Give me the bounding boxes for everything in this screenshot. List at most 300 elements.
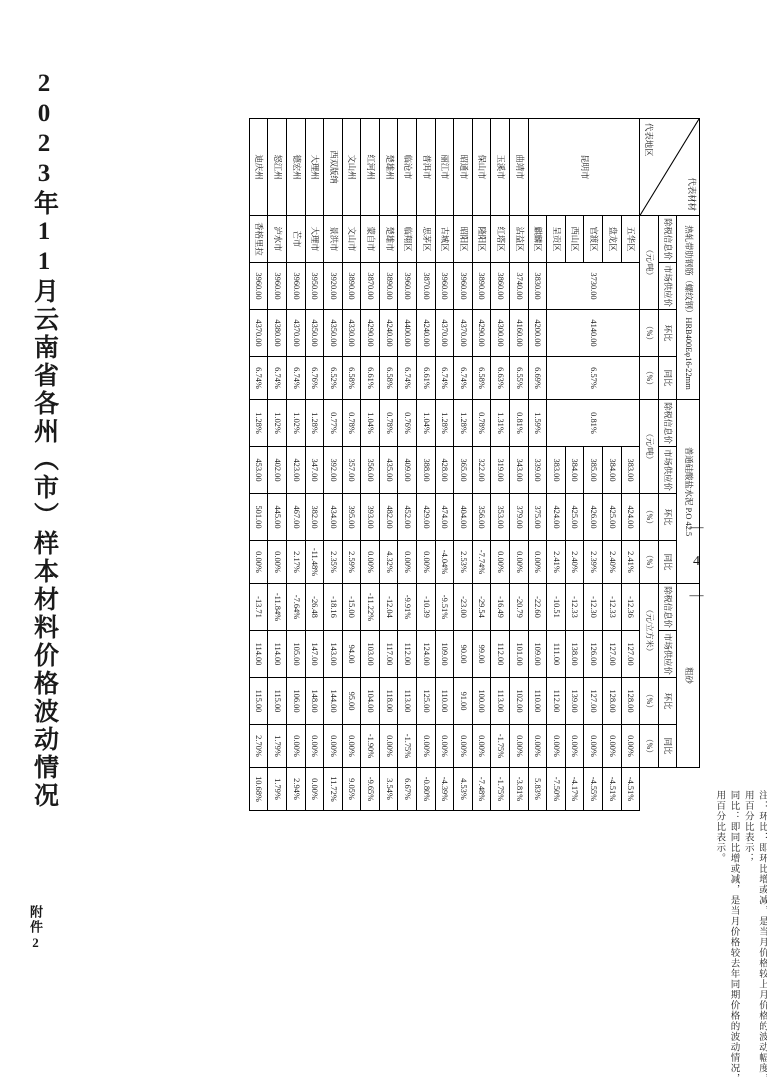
cell-steel-market: 4350.00 [305,310,324,357]
cell-steel-yoy: 0.81% [547,400,640,447]
cell-city: 盘龙区 [603,216,622,263]
cell-steel-market: 4290.00 [361,310,380,357]
cell-steel-market: 4370.00 [286,310,305,357]
table-row [584,119,603,811]
cell-steel-excl-tax: 3830.00 [528,263,547,310]
cell-sand-mom: 0.00% [565,725,584,768]
cell-sand-excl-tax: 90.00 [454,631,473,678]
cell-cement-market: 404.00 [454,494,473,541]
cell-cement-excl-tax: 435.00 [379,447,398,494]
col-steel-yoy: 同比 [658,357,677,400]
cell-sand-yoy: -4.55% [584,768,603,811]
cell-cement-mom: 0.00% [528,541,547,584]
unit-cement: （元/吨） [640,400,659,494]
cell-cement-mom: 2.17% [286,541,305,584]
cell-cement-excl-tax: 356.00 [361,447,380,494]
cell-sand-excl-tax: 124.00 [417,631,436,678]
cell-city: 昭阳区 [454,216,473,263]
cell-steel-market: 4350.00 [324,310,343,357]
cell-sand-market: 139.00 [565,678,584,725]
cell-cement-yoy: -9.51% [435,584,454,631]
cell-city: 红塔区 [491,216,510,263]
cell-sand-mom: 0.00% [603,725,622,768]
cell-cement-yoy: -26.48 [305,584,324,631]
cell-cement-yoy: -20.79 [510,584,529,631]
cell-cement-market: 426.00 [584,494,603,541]
cell-city: 呈贡区 [547,216,566,263]
cell-steel-market: 4380.00 [268,310,287,357]
cell-steel-yoy: 1.04% [417,400,436,447]
cell-cement-excl-tax: 319.00 [491,447,510,494]
cell-steel-mom: 6.58% [379,357,398,400]
cell-cement-excl-tax: 384.00 [565,447,584,494]
unit-steel: （元/吨） [640,216,659,310]
cell-region: 怒江州 [268,119,287,216]
table-corner-header [640,119,700,216]
cell-sand-mom: -1.75% [491,725,510,768]
cell-steel-yoy: 1.28% [249,400,268,447]
cell-city: 文山市 [342,216,361,263]
cell-region: 大理州 [305,119,324,216]
cell-region: 西双版纳 [324,119,343,216]
cell-steel-market: 4400.00 [398,310,417,357]
cell-cement-mom: -11.48% [305,541,324,584]
col-steel-mom: 环比 [658,310,677,357]
cell-sand-excl-tax: 127.00 [621,631,640,678]
cell-sand-excl-tax: 112.00 [491,631,510,678]
unit-sand-mom-pct: （%） [640,678,659,725]
cell-steel-yoy: 0.78% [379,400,398,447]
cell-cement-mom: 4.32% [379,541,398,584]
cell-cement-yoy: -12.36 [621,584,640,631]
cell-steel-mom: 6.61% [361,357,380,400]
cell-steel-yoy: 1.04% [361,400,380,447]
cell-cement-mom: 0.00% [417,541,436,584]
cell-sand-market: 148.00 [305,678,324,725]
cell-cement-mom: 2.39% [584,541,603,584]
table-head-row-units [640,119,659,811]
unit-cement-mom-pct: （%） [640,494,659,541]
cell-sand-yoy: 9.05% [342,768,361,811]
cell-cement-excl-tax: 339.00 [528,447,547,494]
cell-cement-excl-tax: 347.00 [305,447,324,494]
group-header-cement: 普通硅酸盐水泥 P.O 42.5 [677,400,700,584]
corner-region-label: 代表地区 [643,123,653,157]
cell-city: 泸水市 [268,216,287,263]
cell-sand-market: 115.00 [249,678,268,725]
cell-sand-yoy: -1.75% [491,768,510,811]
cell-city: 古城区 [435,216,454,263]
table-row [472,119,491,811]
cell-sand-excl-tax: 111.00 [547,631,566,678]
cell-cement-market: 379.00 [510,494,529,541]
cell-region: 玉溪市 [491,119,510,216]
cell-city: 香格里拉 [249,216,268,263]
cell-sand-excl-tax: 112.00 [398,631,417,678]
cell-steel-excl-tax: 3890.00 [379,263,398,310]
cell-cement-yoy: -15.00 [342,584,361,631]
cell-sand-excl-tax: 138.00 [565,631,584,678]
cell-cement-excl-tax: 343.00 [510,447,529,494]
col-sand-excl-tax: 除税信息价 [658,584,677,631]
group-header-sand: 粗砂 [677,584,700,768]
cell-cement-market: 424.00 [547,494,566,541]
col-steel-excl-tax: 除税信息价 [658,216,677,263]
cell-steel-mom: 6.74% [268,357,287,400]
cell-sand-market: 91.00 [454,678,473,725]
cell-sand-excl-tax: 109.00 [528,631,547,678]
cell-cement-yoy: -12.33 [565,584,584,631]
cell-city: 蒙自市 [361,216,380,263]
cell-sand-mom: 0.00% [528,725,547,768]
cell-cement-market: 467.00 [286,494,305,541]
cell-city: 楚雄市 [379,216,398,263]
col-cement-mom: 环比 [658,494,677,541]
cell-steel-yoy: 1.28% [435,400,454,447]
cell-steel-mom: 6.57% [547,357,640,400]
cell-cement-excl-tax: 423.00 [286,447,305,494]
cell-sand-market: 128.00 [603,678,622,725]
cell-region: 德宏州 [286,119,305,216]
cell-steel-excl-tax: 3960.00 [268,263,287,310]
col-cement-yoy: 同比 [658,541,677,584]
cell-sand-yoy: -4.39% [435,768,454,811]
cell-sand-market: 95.00 [342,678,361,725]
cell-cement-mom: 2.41% [621,541,640,584]
cell-steel-market: 4240.00 [417,310,436,357]
footnote-line-2: 同比：即同比增或减，是当月价格较去年同期价格的波动情况，用百分比表示。 [714,790,739,1084]
cell-cement-market: 429.00 [417,494,436,541]
cell-steel-market: 4330.00 [342,310,361,357]
cell-sand-excl-tax: 94.00 [342,631,361,678]
cell-cement-yoy: -16.49 [491,584,510,631]
cell-city: 官渡区 [584,216,603,263]
cell-sand-market: 118.00 [379,678,398,725]
cell-sand-yoy: -4.51% [621,768,640,811]
cell-cement-excl-tax: 385.00 [584,447,603,494]
cell-cement-excl-tax: 384.00 [603,447,622,494]
cell-steel-market: 4140.00 [547,310,640,357]
cell-cement-yoy: -23.00 [454,584,473,631]
cell-region: 红河州 [361,119,380,216]
cell-cement-yoy: -11.84% [268,584,287,631]
cell-steel-excl-tax: 3960.00 [454,263,473,310]
cell-sand-excl-tax: 117.00 [379,631,398,678]
table-row [268,119,287,811]
cell-sand-market: 110.00 [528,678,547,725]
cell-cement-market: 425.00 [565,494,584,541]
table-row [454,119,473,811]
cell-steel-mom: 6.58% [342,357,361,400]
cell-sand-mom: 0.00% [454,725,473,768]
cell-cement-excl-tax: 383.00 [621,447,640,494]
cell-cement-yoy: -13.71 [249,584,268,631]
cell-cement-mom: -7.74% [472,541,491,584]
cell-sand-market: 102.00 [510,678,529,725]
cell-sand-excl-tax: 105.00 [286,631,305,678]
cell-steel-yoy: 0.77% [324,400,343,447]
cell-cement-mom: 0.00% [249,541,268,584]
cell-region: 文山州 [342,119,361,216]
cell-cement-mom: 0.00% [361,541,380,584]
cell-sand-yoy: -0.80% [417,768,436,811]
cell-cement-yoy: -18.16 [324,584,343,631]
cell-cement-excl-tax: 402.00 [268,447,287,494]
table-row [547,119,566,811]
cell-sand-yoy: 5.83% [528,768,547,811]
cell-region: 迪庆州 [249,119,268,216]
cell-sand-mom: 0.00% [286,725,305,768]
cell-sand-yoy: -9.65% [361,768,380,811]
cell-steel-yoy: 0.78% [472,400,491,447]
cell-steel-excl-tax: 3860.00 [491,263,510,310]
cell-cement-excl-tax: 428.00 [435,447,454,494]
cell-steel-excl-tax: 3920.00 [324,263,343,310]
cell-steel-mom: 6.69% [528,357,547,400]
cell-sand-market: 113.00 [491,678,510,725]
table-row [417,119,436,811]
cell-cement-mom: 2.41% [547,541,566,584]
cell-sand-market: 110.00 [435,678,454,725]
cell-city: 五华区 [621,216,640,263]
table-row [565,119,584,811]
cell-region: 临沧市 [398,119,417,216]
cell-sand-market: 112.00 [547,678,566,725]
cell-sand-excl-tax: 114.00 [249,631,268,678]
cell-cement-market: 445.00 [268,494,287,541]
cell-sand-mom: 1.79% [268,725,287,768]
cell-cement-excl-tax: 392.00 [324,447,343,494]
cell-steel-yoy: 1.02% [268,400,287,447]
cell-cement-excl-tax: 365.00 [454,447,473,494]
corner-material-label: 代表材材 [687,177,696,211]
cell-steel-mom: 6.74% [286,357,305,400]
cell-cement-yoy: -10.51 [547,584,566,631]
cell-sand-excl-tax: 147.00 [305,631,324,678]
cell-region: 普洱市 [417,119,436,216]
price-table [249,118,700,811]
cell-cement-market: 482.00 [379,494,398,541]
cell-sand-yoy: -7.48% [472,768,491,811]
cell-steel-yoy: 0.81% [510,400,529,447]
cell-sand-market: 100.00 [472,678,491,725]
table-row [528,119,547,811]
cell-steel-mom: 6.76% [305,357,324,400]
cell-steel-market: 4370.00 [435,310,454,357]
cell-sand-mom: 0.00% [324,725,343,768]
cell-sand-mom: 0.00% [510,725,529,768]
cell-steel-mom: 6.63% [491,357,510,400]
cell-cement-yoy: -11.22% [361,584,380,631]
table-body [249,119,639,811]
cell-steel-mom: 6.58% [472,357,491,400]
cell-sand-market: 127.00 [584,678,603,725]
group-header-steel: 热轧带肋钢筋（螺纹钢）HRB400Eφ16-22mm [677,216,700,400]
table-row [435,119,454,811]
cell-steel-market: 4200.00 [528,310,547,357]
cell-sand-mom: 0.00% [584,725,603,768]
cell-cement-market: 425.00 [603,494,622,541]
cell-sand-market: 144.00 [324,678,343,725]
cell-city: 西山区 [565,216,584,263]
cell-steel-mom: 6.61% [417,357,436,400]
col-sand-yoy: 同比 [658,725,677,768]
cell-cement-yoy: -7.64% [286,584,305,631]
cell-sand-yoy: -4.51% [603,768,622,811]
cell-steel-market: 4160.00 [510,310,529,357]
cell-cement-market: 474.00 [435,494,454,541]
cell-cement-yoy: -29.54 [472,584,491,631]
table-row [305,119,324,811]
table-row [324,119,343,811]
unit-cement-yoy-pct: （%） [640,541,659,584]
cell-cement-excl-tax: 409.00 [398,447,417,494]
cell-cement-mom: 2.40% [565,541,584,584]
cell-region: 曲靖市 [510,119,529,216]
col-cement-excl-tax: 除税信息价 [658,400,677,447]
table-row [510,119,529,811]
cell-steel-market: 4300.00 [491,310,510,357]
cell-sand-market: 104.00 [361,678,380,725]
cell-region: 丽江市 [435,119,454,216]
cell-sand-mom: 0.00% [621,725,640,768]
cell-cement-yoy: -9.91% [398,584,417,631]
cell-sand-market: 106.00 [286,678,305,725]
attachment-label: 附件2 [28,905,43,952]
unit-sand-yoy-pct: （%） [640,725,659,768]
cell-sand-mom: 0.00% [417,725,436,768]
cell-cement-mom: -4.04% [435,541,454,584]
cell-sand-excl-tax: 103.00 [361,631,380,678]
cell-sand-yoy: 10.68% [249,768,268,811]
col-cement-market: 市场供应价 [658,447,677,494]
unit-steel-mom-pct: （%） [640,310,659,357]
cell-steel-excl-tax: 3870.00 [417,263,436,310]
cell-steel-excl-tax: 3960.00 [249,263,268,310]
cell-steel-mom: 6.74% [249,357,268,400]
col-sand-mom: 环比 [658,678,677,725]
cell-sand-yoy: 6.67% [398,768,417,811]
footnote-line-1: 注：环比：即环比增或减，是当月价格较上月价格的波动幅度，用百分比表示； [742,790,767,1084]
cell-cement-mom: 2.40% [603,541,622,584]
cell-cement-excl-tax: 322.00 [472,447,491,494]
cell-steel-excl-tax: 3950.00 [305,263,324,310]
cell-city: 芒市 [286,216,305,263]
cell-sand-excl-tax: 114.00 [268,631,287,678]
cell-cement-excl-tax: 383.00 [547,447,566,494]
cell-sand-mom: 0.00% [379,725,398,768]
cell-city: 大理市 [305,216,324,263]
cell-sand-excl-tax: 127.00 [603,631,622,678]
cell-city: 沾益区 [510,216,529,263]
table-row [379,119,398,811]
cell-steel-market: 4240.00 [379,310,398,357]
cell-sand-excl-tax: 126.00 [584,631,603,678]
cell-steel-excl-tax: 3870.00 [361,263,380,310]
cell-steel-excl-tax: 3730.00 [547,263,640,310]
cell-sand-yoy: -3.81% [510,768,529,811]
cell-sand-mom: -1.90% [361,725,380,768]
cell-region: 昆明市 [528,119,640,216]
cell-cement-market: 353.00 [491,494,510,541]
cell-sand-yoy: 0.00% [305,768,324,811]
cell-city: 景洪市 [324,216,343,263]
table-row [603,119,622,811]
cell-cement-market: 356.00 [472,494,491,541]
cell-city: 思茅区 [417,216,436,263]
cell-cement-excl-tax: 357.00 [342,447,361,494]
cell-cement-market: 452.00 [398,494,417,541]
cell-cement-mom: 2.35% [324,541,343,584]
cell-sand-mom: 2.70% [249,725,268,768]
cell-sand-yoy: 4.53% [454,768,473,811]
cell-cement-market: 393.00 [361,494,380,541]
cell-cement-market: 434.00 [324,494,343,541]
cell-steel-yoy: 1.28% [305,400,324,447]
cell-sand-yoy: 1.79% [268,768,287,811]
cell-sand-yoy: -7.50% [547,768,566,811]
cell-cement-mom: 2.59% [342,541,361,584]
cell-cement-market: 501.00 [249,494,268,541]
cell-sand-mom: 0.00% [472,725,491,768]
cell-cement-mom: 0.00% [268,541,287,584]
cell-steel-market: 4370.00 [249,310,268,357]
cell-sand-mom: 0.00% [305,725,324,768]
cell-steel-yoy: 1.59% [528,400,547,447]
cell-sand-yoy: -4.17% [565,768,584,811]
cell-sand-mom: 0.00% [435,725,454,768]
cell-steel-yoy: 1.31% [491,400,510,447]
cell-region: 保山市 [472,119,491,216]
cell-sand-mom: 0.00% [547,725,566,768]
cell-steel-excl-tax: 3960.00 [286,263,305,310]
cell-sand-yoy: 3.54% [379,768,398,811]
table-row [491,119,510,811]
cell-steel-excl-tax: 3740.00 [510,263,529,310]
table-row [286,119,305,811]
table-row [398,119,417,811]
cell-sand-yoy: 11.72% [324,768,343,811]
cell-steel-market: 4370.00 [454,310,473,357]
cell-cement-yoy: -12.04 [379,584,398,631]
cell-city: 隆阳区 [472,216,491,263]
col-sand-market: 市场供应价 [658,631,677,678]
cell-cement-yoy: -12.33 [603,584,622,631]
cell-steel-excl-tax: 3960.00 [435,263,454,310]
cell-steel-yoy: 0.76% [398,400,417,447]
cell-cement-mom: 0.00% [510,541,529,584]
cell-steel-excl-tax: 3960.00 [398,263,417,310]
cell-cement-yoy: -10.39 [417,584,436,631]
cell-city: 临翔区 [398,216,417,263]
page-number: — 4 — [689,520,704,605]
cell-sand-excl-tax: 109.00 [435,631,454,678]
cell-steel-excl-tax: 3890.00 [342,263,361,310]
cell-steel-yoy: 1.28% [454,400,473,447]
table-row [249,119,268,811]
cell-cement-mom: 0.00% [398,541,417,584]
page-title: 2023年11月云南省各州（市）样本材料价格波动情况 [30,70,58,810]
unit-sand: （元/立方米） [640,584,659,678]
cell-cement-market: 382.00 [305,494,324,541]
cell-sand-market: 125.00 [417,678,436,725]
cell-cement-market: 424.00 [621,494,640,541]
cell-sand-market: 113.00 [398,678,417,725]
cell-steel-mom: 6.74% [454,357,473,400]
cell-steel-excl-tax: 3890.00 [472,263,491,310]
table-head [640,119,700,811]
cell-sand-mom: 0.00% [342,725,361,768]
